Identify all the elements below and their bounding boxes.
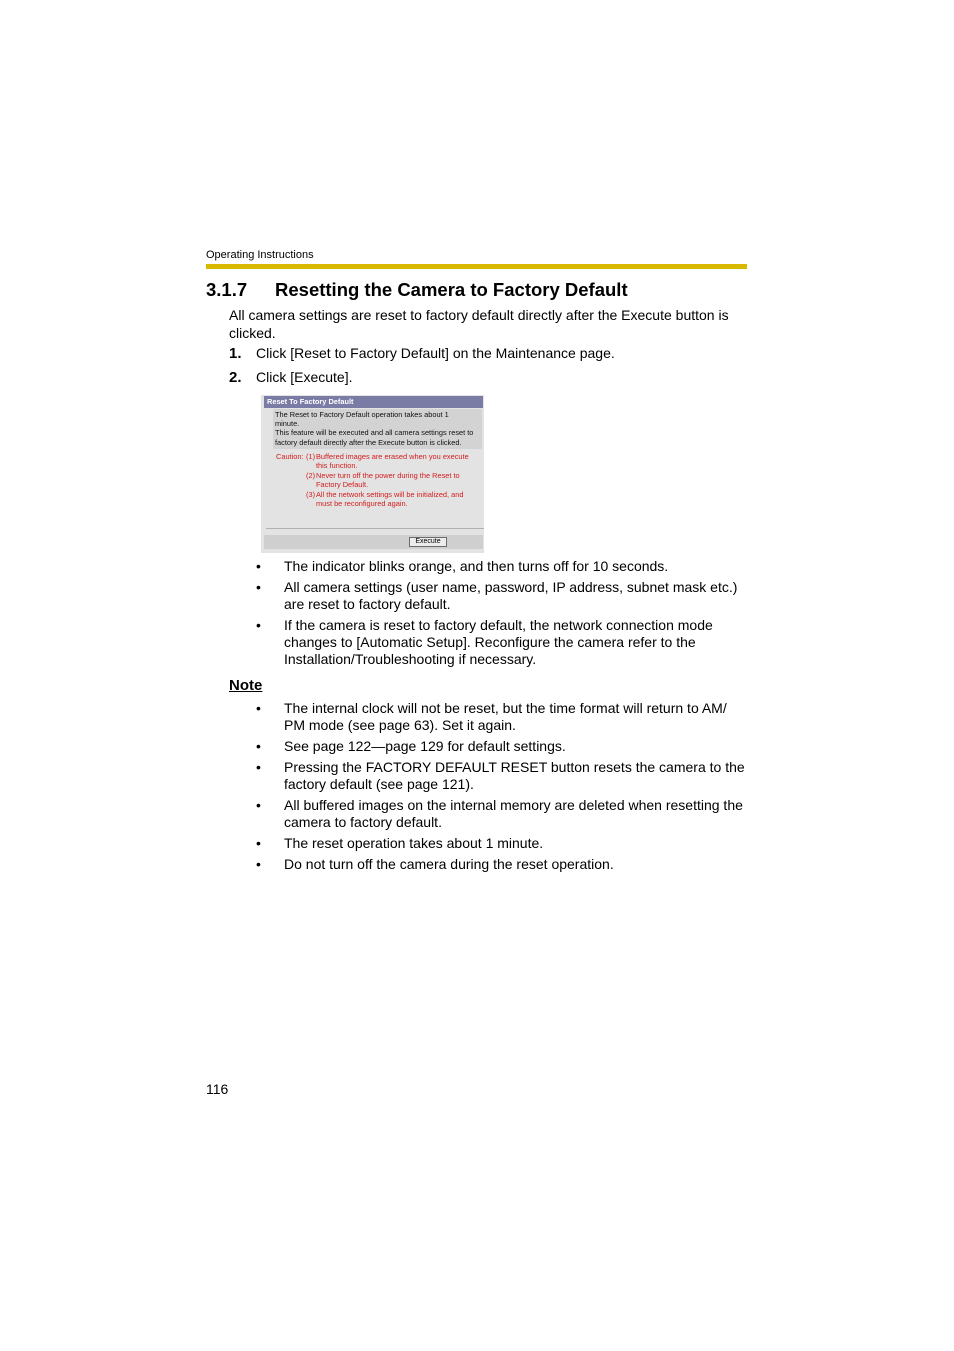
info-line: The Reset to Factory Default operation takes about 1 [275,410,449,419]
step-number: 1. [229,345,242,362]
dialog-info [273,409,482,449]
caution-item: (2)Never turn off the power during the Reset to Factory Default. [306,471,460,490]
step-number: 2. [229,369,242,386]
page-number: 116 [206,1081,229,1097]
step-2 [229,369,352,386]
running-header: Operating Instructions [206,249,314,261]
section-heading: Resetting the Camera to Factory Default [275,279,628,300]
bullet-icon: • [256,617,261,633]
info-line: minute. [275,419,300,429]
dialog-divider [266,528,484,529]
dialog-title: Reset To Factory Default [264,396,483,408]
section-title [206,279,628,301]
reset-dialog-screenshot [261,395,484,553]
bullet-icon: • [256,558,261,574]
list-item: • All buffered images on the internal memory are deleted when resetting the camera to factory default. [256,797,743,830]
list-item: • All camera settings (user name, password, IP address, subnet mask etc.) are reset to factory default. [256,579,738,612]
caution-label: Caution: [276,452,304,461]
list-item: • Pressing the FACTORY DEFAULT RESET button resets the camera to the factory default (see page 121). [256,759,745,792]
list-item: • Do not turn off the camera during the reset operation. [256,856,614,872]
bullet-icon: • [256,759,261,775]
info-line: This feature will be executed and all camera settings reset to [275,428,474,438]
list-item: • The reset operation takes about 1 minute. [256,835,544,851]
bullet-icon: • [256,738,261,754]
bullet-icon: • [256,856,261,872]
step-1 [229,345,615,362]
note-bullet-list [256,700,751,877]
list-item: • The internal clock will not be reset, but the time format will return to AM/ PM mode (see page 63). Set it again. [256,700,727,733]
info-line: factory default directly after the Execute button is clicked. [275,437,462,447]
bullet-icon: • [256,835,261,851]
dialog-footer [264,535,483,549]
caution-item: (3)All the network settings will be initialized, and must be reconfigured again. [306,490,464,509]
section-number: 3.1.7 [206,279,248,300]
list-item: • See page 122—page 129 for default settings. [256,738,566,754]
result-bullet-list [256,558,751,672]
step-text: Click [Reset to Factory Default] on the Maintenance page. [256,345,615,361]
bullet-icon: • [256,797,261,813]
bullet-icon: • [256,579,261,595]
caution-item: (1)Buffered images are erased when you execute this function. [306,452,469,471]
note-heading: Note [229,677,263,694]
list-item: • The indicator blinks orange, and then turns off for 10 seconds. [256,558,669,574]
header-rule [206,264,747,269]
intro-paragraph: All camera settings are reset to factory default directly after the Execute button is clicked. [229,307,729,341]
bullet-icon: • [256,700,261,716]
list-item: • If the camera is reset to factory default, the network connection mode changes to [Automatic Setup]. Reconfigure the camera refer to the Installation/Troubleshooting if necessary. [256,617,713,667]
execute-button[interactable]: Execute [409,537,447,547]
step-text: Click [Execute]. [256,369,353,385]
